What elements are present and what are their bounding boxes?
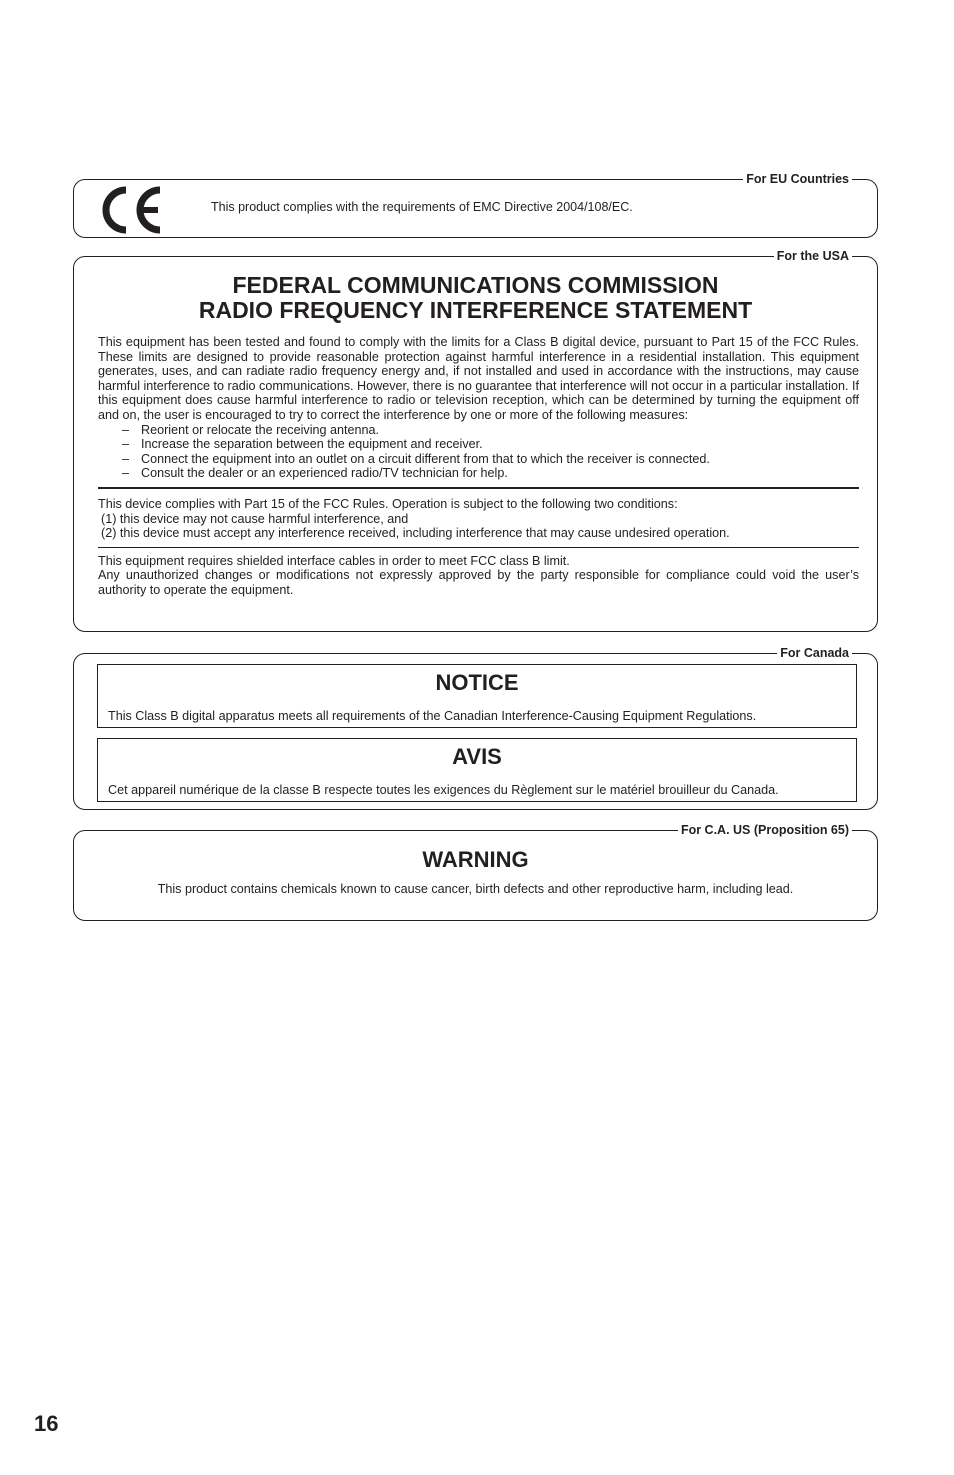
prop65-warning-box [73, 823, 878, 921]
divider [98, 547, 859, 548]
notice-box [97, 664, 857, 728]
condition-1: (1) this device may not cause harmful interference, and [101, 511, 409, 526]
shielded-cables-text: This equipment requires shielded interface cables in order to meet FCC class B limit. [98, 553, 570, 568]
usa-fcc-box [73, 249, 878, 632]
unauthorized-changes-text: Any unauthorized changes or modifications not expressly approved by the party responsible for compliance could void the user’s authority to operate the equipment. [98, 568, 859, 597]
fcc-title-line1: FEDERAL COMMUNICATIONS COMMISSION [232, 272, 719, 298]
list-item: – Reorient or relocate the receiving antenna. [122, 422, 380, 437]
avis-box [97, 738, 857, 802]
divider [98, 487, 859, 489]
avis-title: AVIS [452, 744, 502, 769]
notice-title: NOTICE [435, 670, 519, 695]
fcc-intro-paragraph: This equipment has been tested and found to comply with the limits for a Class B digital device, pursuant to Part 15 of the FCC Rules. These limits are designed to provide reasonable protection against harmful interference in a residential installation. This equipment generates, uses, and can radiate radio frequency energy and, if not installed and used in accordance with the instructions, may cause harmful interference to radio communications. However, there is no guarantee that interference will not occur in a particular installation. If this equipment does cause harmful interference to radio or television reception, which can be determined by turning the equipment off and on, the user is encouraged to try to correct the interference by one or more of the following measures: [98, 335, 859, 422]
usa-region-tag: For the USA [774, 248, 852, 264]
list-item: – Connect the equipment into an outlet on a circuit different from that to which the receiver is connected. [122, 451, 710, 466]
fcc-measures-list [98, 423, 859, 481]
page-number: 16 [34, 1411, 59, 1436]
avis-text: Cet appareil numérique de la classe B respecte toutes les exigences du Règlement sur le matériel brouilleur du Canada. [108, 783, 779, 797]
fcc-title-line2: RADIO FREQUENCY INTERFERENCE STATEMENT [198, 297, 753, 323]
eu-region-tag: For EU Countries [743, 171, 852, 187]
prop65-region-tag: For C.A. US (Proposition 65) [678, 822, 852, 838]
canada-compliance-box [73, 646, 878, 810]
eu-compliance-box [73, 172, 878, 238]
notice-text: This Class B digital apparatus meets all requirements of the Canadian Interference-Causing Equipment Regulations. [108, 709, 757, 723]
condition-2: (2) this device must accept any interference received, including interference that may cause undesired operation. [101, 526, 730, 541]
list-item: – Increase the separation between the equipment and receiver. [122, 437, 483, 452]
fcc-title [74, 273, 877, 323]
fcc-body [98, 335, 859, 598]
part15-statement: This device complies with Part 15 of the FCC Rules. Operation is subject to the following two conditions: [98, 496, 678, 511]
canada-region-tag: For Canada [777, 645, 852, 661]
eu-compliance-text: This product complies with the requirements of EMC Directive 2004/108/EC. [211, 200, 633, 214]
warning-title: WARNING [422, 847, 529, 872]
ce-mark-icon [96, 186, 164, 234]
warning-text: This product contains chemicals known to cause cancer, birth defects and other reproductive harm, including lead. [157, 882, 794, 896]
list-item: – Consult the dealer or an experienced radio/TV technician for help. [122, 466, 508, 481]
